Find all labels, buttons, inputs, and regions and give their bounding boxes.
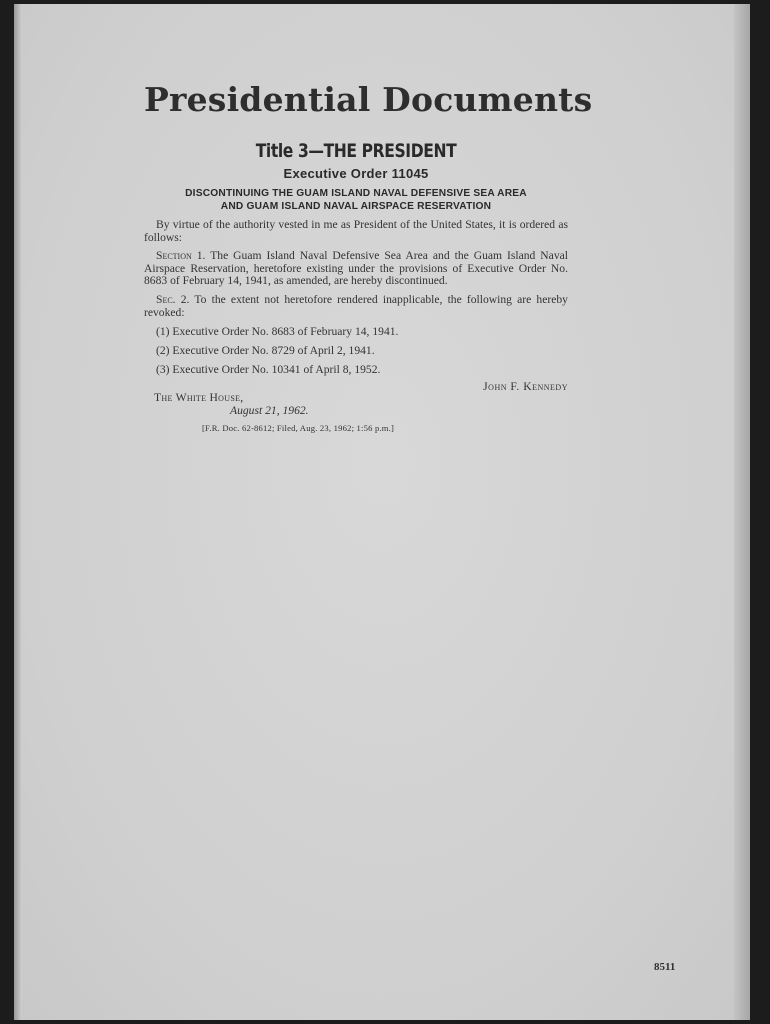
page-edge: [734, 4, 750, 1020]
revoked-item: (1) Executive Order No. 8683 of February 14, 1941.: [156, 325, 399, 339]
document-body: [144, 80, 593, 434]
section-1-text: The Guam Island Naval Defensive Sea Area and the Guam Island Naval Airspace Reservation, heretofore existing under the provisions of Executive Order No. 8683 of February 14, 1941, as amended, are hereby discontinued.: [144, 249, 568, 288]
signing-date: August 21, 1962.: [230, 404, 309, 418]
revoked-item: (2) Executive Order No. 8729 of April 2, 1941.: [156, 344, 375, 358]
section-2-text: To the extent not heretofore rendered inapplicable, the following are hereby revoked:: [144, 292, 568, 319]
revoked-item: (3) Executive Order No. 10341 of April 8, 1952.: [156, 363, 381, 377]
signature-name: John F. Kennedy: [483, 380, 568, 394]
section-heading: Presidential Documents: [144, 80, 593, 119]
signing-place: The White House,: [154, 391, 244, 405]
section-1-paragraph: [144, 250, 568, 288]
document-page: [14, 4, 750, 1020]
subject-line-2: AND GUAM ISLAND NAVAL AIRSPACE RESERVATION: [220, 201, 492, 212]
section-2-paragraph: [144, 294, 568, 319]
executive-order-number: Executive Order 11045: [283, 166, 429, 181]
title-line: Title 3—THE PRESIDENT: [255, 140, 457, 162]
page-number: 8511: [654, 961, 676, 973]
section-1-lead: Section 1.: [156, 249, 206, 263]
page-spine: [14, 4, 22, 1020]
section-2-lead: Sec. 2.: [156, 292, 190, 306]
order-subject: [144, 187, 568, 213]
federal-register-doc-line: [F.R. Doc. 62-8612; Filed, Aug. 23, 1962; 1:56 p.m.]: [202, 423, 395, 434]
subject-line-1: DISCONTINUING THE GUAM ISLAND NAVAL DEFENSIVE SEA AREA: [185, 188, 527, 199]
preamble-paragraph: By virtue of the authority vested in me as President of the United States, it is ordered as follows:: [144, 218, 568, 244]
